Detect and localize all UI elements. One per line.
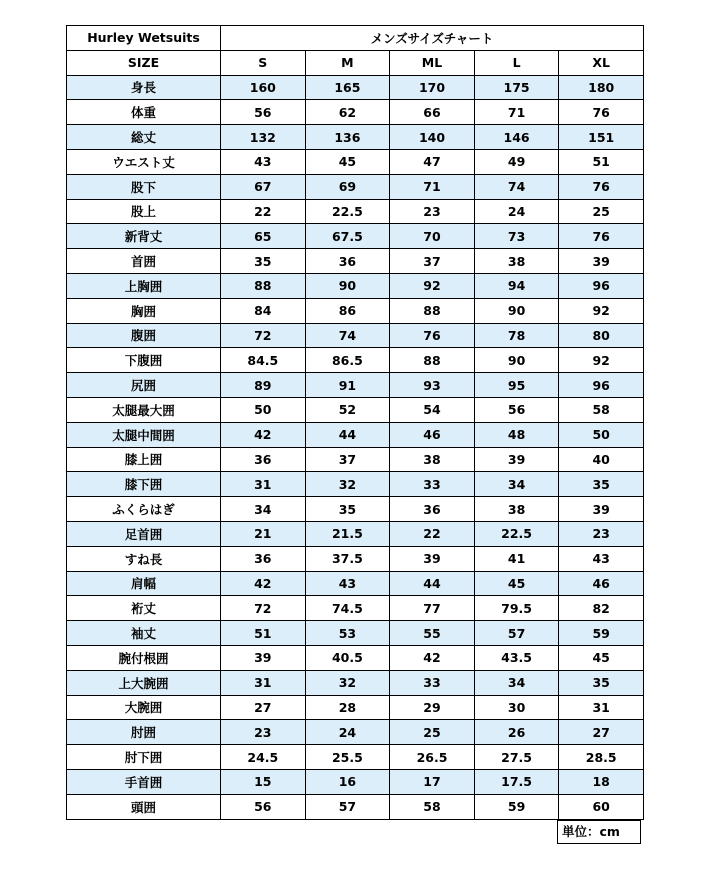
table-row xyxy=(67,497,644,522)
size-value-cell: 76 xyxy=(559,224,644,249)
size-value-cell: 27.5 xyxy=(474,745,559,770)
size-value-cell: 56 xyxy=(221,100,306,125)
size-value-cell: 18 xyxy=(559,769,644,794)
table-row xyxy=(67,546,644,571)
table-row xyxy=(67,571,644,596)
size-value-cell: 51 xyxy=(559,149,644,174)
size-value-cell: 74.5 xyxy=(305,596,390,621)
size-value-cell: 33 xyxy=(390,472,475,497)
size-value-cell: 34 xyxy=(221,497,306,522)
size-value-cell: 50 xyxy=(559,422,644,447)
size-value-cell: 42 xyxy=(390,645,475,670)
size-value-cell: 58 xyxy=(390,794,475,819)
table-row xyxy=(67,596,644,621)
table-row xyxy=(67,645,644,670)
table-row xyxy=(67,273,644,298)
size-value-cell: 62 xyxy=(305,100,390,125)
size-value-cell: 59 xyxy=(559,621,644,646)
size-value-cell: 59 xyxy=(474,794,559,819)
size-value-cell: 43 xyxy=(221,149,306,174)
size-value-cell: 73 xyxy=(474,224,559,249)
size-value-cell: 77 xyxy=(390,596,475,621)
row-label: 総丈 xyxy=(67,125,221,150)
size-value-cell: 89 xyxy=(221,373,306,398)
row-label: 尻囲 xyxy=(67,373,221,398)
size-header-l: L xyxy=(474,50,559,75)
row-label: 肘下囲 xyxy=(67,745,221,770)
size-value-cell: 96 xyxy=(559,373,644,398)
size-value-cell: 37 xyxy=(305,447,390,472)
size-value-cell: 22 xyxy=(390,521,475,546)
table-row xyxy=(67,373,644,398)
size-value-cell: 28.5 xyxy=(559,745,644,770)
row-label: ふくらはぎ xyxy=(67,497,221,522)
table-row xyxy=(67,249,644,274)
table-row xyxy=(67,149,644,174)
size-value-cell: 72 xyxy=(221,323,306,348)
size-value-cell: 90 xyxy=(474,298,559,323)
size-value-cell: 140 xyxy=(390,125,475,150)
size-value-cell: 175 xyxy=(474,75,559,100)
size-value-cell: 42 xyxy=(221,571,306,596)
chart-title: メンズサイズチャート xyxy=(221,26,644,51)
table-row xyxy=(67,224,644,249)
size-value-cell: 25 xyxy=(390,720,475,745)
row-label: 手首囲 xyxy=(67,769,221,794)
size-value-cell: 93 xyxy=(390,373,475,398)
size-value-cell: 71 xyxy=(390,174,475,199)
size-value-cell: 90 xyxy=(305,273,390,298)
size-value-cell: 46 xyxy=(559,571,644,596)
table-row xyxy=(67,75,644,100)
size-value-cell: 30 xyxy=(474,695,559,720)
size-value-cell: 46 xyxy=(390,422,475,447)
size-value-cell: 92 xyxy=(559,298,644,323)
row-label: 太腿最大囲 xyxy=(67,397,221,422)
table-row xyxy=(67,621,644,646)
size-value-cell: 39 xyxy=(221,645,306,670)
size-header-row xyxy=(67,50,644,75)
row-label: 肘囲 xyxy=(67,720,221,745)
size-value-cell: 28 xyxy=(305,695,390,720)
size-value-cell: 40.5 xyxy=(305,645,390,670)
size-value-cell: 22.5 xyxy=(305,199,390,224)
brand-label: Hurley Wetsuits xyxy=(67,26,221,51)
size-value-cell: 66 xyxy=(390,100,475,125)
size-value-cell: 92 xyxy=(390,273,475,298)
size-value-cell: 94 xyxy=(474,273,559,298)
size-value-cell: 17 xyxy=(390,769,475,794)
size-value-cell: 26.5 xyxy=(390,745,475,770)
size-value-cell: 160 xyxy=(221,75,306,100)
size-value-cell: 54 xyxy=(390,397,475,422)
table-row xyxy=(67,125,644,150)
size-value-cell: 57 xyxy=(305,794,390,819)
table-row xyxy=(67,422,644,447)
size-value-cell: 70 xyxy=(390,224,475,249)
size-value-cell: 95 xyxy=(474,373,559,398)
size-value-cell: 37 xyxy=(390,249,475,274)
size-header-s: S xyxy=(221,50,306,75)
row-label: 身長 xyxy=(67,75,221,100)
size-header-xl: XL xyxy=(559,50,644,75)
size-value-cell: 43 xyxy=(559,546,644,571)
size-value-cell: 34 xyxy=(474,472,559,497)
size-value-cell: 21 xyxy=(221,521,306,546)
size-value-cell: 38 xyxy=(474,249,559,274)
table-row xyxy=(67,745,644,770)
size-value-cell: 24 xyxy=(474,199,559,224)
size-value-cell: 39 xyxy=(474,447,559,472)
size-value-cell: 86 xyxy=(305,298,390,323)
size-value-cell: 52 xyxy=(305,397,390,422)
size-value-cell: 56 xyxy=(474,397,559,422)
size-value-cell: 67.5 xyxy=(305,224,390,249)
size-value-cell: 71 xyxy=(474,100,559,125)
size-value-cell: 91 xyxy=(305,373,390,398)
size-value-cell: 24 xyxy=(305,720,390,745)
size-value-cell: 82 xyxy=(559,596,644,621)
row-label: 腕付根囲 xyxy=(67,645,221,670)
row-label: 股上 xyxy=(67,199,221,224)
size-value-cell: 31 xyxy=(221,670,306,695)
unit-label: 単位：cm xyxy=(557,820,641,844)
size-value-cell: 136 xyxy=(305,125,390,150)
size-value-cell: 65 xyxy=(221,224,306,249)
size-value-cell: 26 xyxy=(474,720,559,745)
table-row xyxy=(67,199,644,224)
size-value-cell: 72 xyxy=(221,596,306,621)
size-value-cell: 16 xyxy=(305,769,390,794)
size-value-cell: 69 xyxy=(305,174,390,199)
size-value-cell: 53 xyxy=(305,621,390,646)
size-value-cell: 88 xyxy=(221,273,306,298)
size-value-cell: 37.5 xyxy=(305,546,390,571)
table-row xyxy=(67,100,644,125)
size-value-cell: 42 xyxy=(221,422,306,447)
row-label: すね長 xyxy=(67,546,221,571)
size-value-cell: 33 xyxy=(390,670,475,695)
table-row xyxy=(67,670,644,695)
size-value-cell: 39 xyxy=(390,546,475,571)
size-value-cell: 58 xyxy=(559,397,644,422)
row-label: 大腕囲 xyxy=(67,695,221,720)
size-value-cell: 43.5 xyxy=(474,645,559,670)
size-column-label: SIZE xyxy=(67,50,221,75)
size-value-cell: 32 xyxy=(305,472,390,497)
size-value-cell: 78 xyxy=(474,323,559,348)
size-value-cell: 170 xyxy=(390,75,475,100)
size-value-cell: 86.5 xyxy=(305,348,390,373)
size-value-cell: 96 xyxy=(559,273,644,298)
size-value-cell: 74 xyxy=(305,323,390,348)
row-label: 裄丈 xyxy=(67,596,221,621)
size-value-cell: 47 xyxy=(390,149,475,174)
size-value-cell: 31 xyxy=(559,695,644,720)
size-value-cell: 25.5 xyxy=(305,745,390,770)
size-value-cell: 84.5 xyxy=(221,348,306,373)
row-label: 体重 xyxy=(67,100,221,125)
size-value-cell: 76 xyxy=(390,323,475,348)
size-value-cell: 35 xyxy=(559,472,644,497)
size-value-cell: 44 xyxy=(305,422,390,447)
size-value-cell: 22.5 xyxy=(474,521,559,546)
size-value-cell: 80 xyxy=(559,323,644,348)
size-value-cell: 35 xyxy=(221,249,306,274)
size-value-cell: 76 xyxy=(559,174,644,199)
size-value-cell: 45 xyxy=(559,645,644,670)
size-value-cell: 38 xyxy=(390,447,475,472)
table-row xyxy=(67,521,644,546)
size-value-cell: 74 xyxy=(474,174,559,199)
row-label: 下腹囲 xyxy=(67,348,221,373)
size-value-cell: 84 xyxy=(221,298,306,323)
size-value-cell: 24.5 xyxy=(221,745,306,770)
table-row xyxy=(67,447,644,472)
row-label: 足首囲 xyxy=(67,521,221,546)
size-value-cell: 36 xyxy=(390,497,475,522)
row-label: 上胸囲 xyxy=(67,273,221,298)
row-label: 袖丈 xyxy=(67,621,221,646)
size-value-cell: 132 xyxy=(221,125,306,150)
size-value-cell: 165 xyxy=(305,75,390,100)
size-value-cell: 151 xyxy=(559,125,644,150)
row-label: 膝上囲 xyxy=(67,447,221,472)
row-label: 腹囲 xyxy=(67,323,221,348)
table-row xyxy=(67,397,644,422)
size-value-cell: 43 xyxy=(305,571,390,596)
size-value-cell: 31 xyxy=(221,472,306,497)
table-row xyxy=(67,769,644,794)
size-value-cell: 35 xyxy=(305,497,390,522)
size-value-cell: 55 xyxy=(390,621,475,646)
table-row xyxy=(67,794,644,819)
table-row xyxy=(67,323,644,348)
size-value-cell: 27 xyxy=(221,695,306,720)
row-label: 上大腕囲 xyxy=(67,670,221,695)
size-value-cell: 180 xyxy=(559,75,644,100)
size-value-cell: 88 xyxy=(390,348,475,373)
row-label: 胸囲 xyxy=(67,298,221,323)
size-value-cell: 49 xyxy=(474,149,559,174)
size-value-cell: 34 xyxy=(474,670,559,695)
size-value-cell: 22 xyxy=(221,199,306,224)
size-value-cell: 45 xyxy=(474,571,559,596)
size-value-cell: 23 xyxy=(390,199,475,224)
table-row xyxy=(67,720,644,745)
size-value-cell: 67 xyxy=(221,174,306,199)
size-chart-table xyxy=(66,25,644,820)
size-value-cell: 40 xyxy=(559,447,644,472)
row-label: 膝下囲 xyxy=(67,472,221,497)
size-value-cell: 38 xyxy=(474,497,559,522)
size-value-cell: 32 xyxy=(305,670,390,695)
size-header-m: M xyxy=(305,50,390,75)
size-value-cell: 51 xyxy=(221,621,306,646)
size-value-cell: 57 xyxy=(474,621,559,646)
row-label: 肩幅 xyxy=(67,571,221,596)
row-label: 頭囲 xyxy=(67,794,221,819)
size-header-ml: ML xyxy=(390,50,475,75)
size-value-cell: 17.5 xyxy=(474,769,559,794)
row-label: 太腿中間囲 xyxy=(67,422,221,447)
table-row xyxy=(67,348,644,373)
size-value-cell: 76 xyxy=(559,100,644,125)
size-value-cell: 48 xyxy=(474,422,559,447)
size-value-cell: 36 xyxy=(305,249,390,274)
size-value-cell: 39 xyxy=(559,249,644,274)
size-value-cell: 90 xyxy=(474,348,559,373)
size-value-cell: 36 xyxy=(221,447,306,472)
size-value-cell: 50 xyxy=(221,397,306,422)
size-value-cell: 36 xyxy=(221,546,306,571)
size-value-cell: 79.5 xyxy=(474,596,559,621)
table-row xyxy=(67,174,644,199)
size-value-cell: 27 xyxy=(559,720,644,745)
title-row xyxy=(67,26,644,51)
table-row xyxy=(67,472,644,497)
size-value-cell: 15 xyxy=(221,769,306,794)
size-value-cell: 44 xyxy=(390,571,475,596)
row-label: 新背丈 xyxy=(67,224,221,249)
row-label: 首囲 xyxy=(67,249,221,274)
size-value-cell: 39 xyxy=(559,497,644,522)
table-row xyxy=(67,695,644,720)
size-value-cell: 60 xyxy=(559,794,644,819)
size-value-cell: 23 xyxy=(221,720,306,745)
size-value-cell: 88 xyxy=(390,298,475,323)
table-row xyxy=(67,298,644,323)
size-value-cell: 21.5 xyxy=(305,521,390,546)
size-value-cell: 29 xyxy=(390,695,475,720)
size-value-cell: 45 xyxy=(305,149,390,174)
size-value-cell: 23 xyxy=(559,521,644,546)
size-value-cell: 56 xyxy=(221,794,306,819)
size-value-cell: 35 xyxy=(559,670,644,695)
size-value-cell: 146 xyxy=(474,125,559,150)
row-label: ウエスト丈 xyxy=(67,149,221,174)
size-value-cell: 25 xyxy=(559,199,644,224)
size-value-cell: 41 xyxy=(474,546,559,571)
size-value-cell: 92 xyxy=(559,348,644,373)
row-label: 股下 xyxy=(67,174,221,199)
